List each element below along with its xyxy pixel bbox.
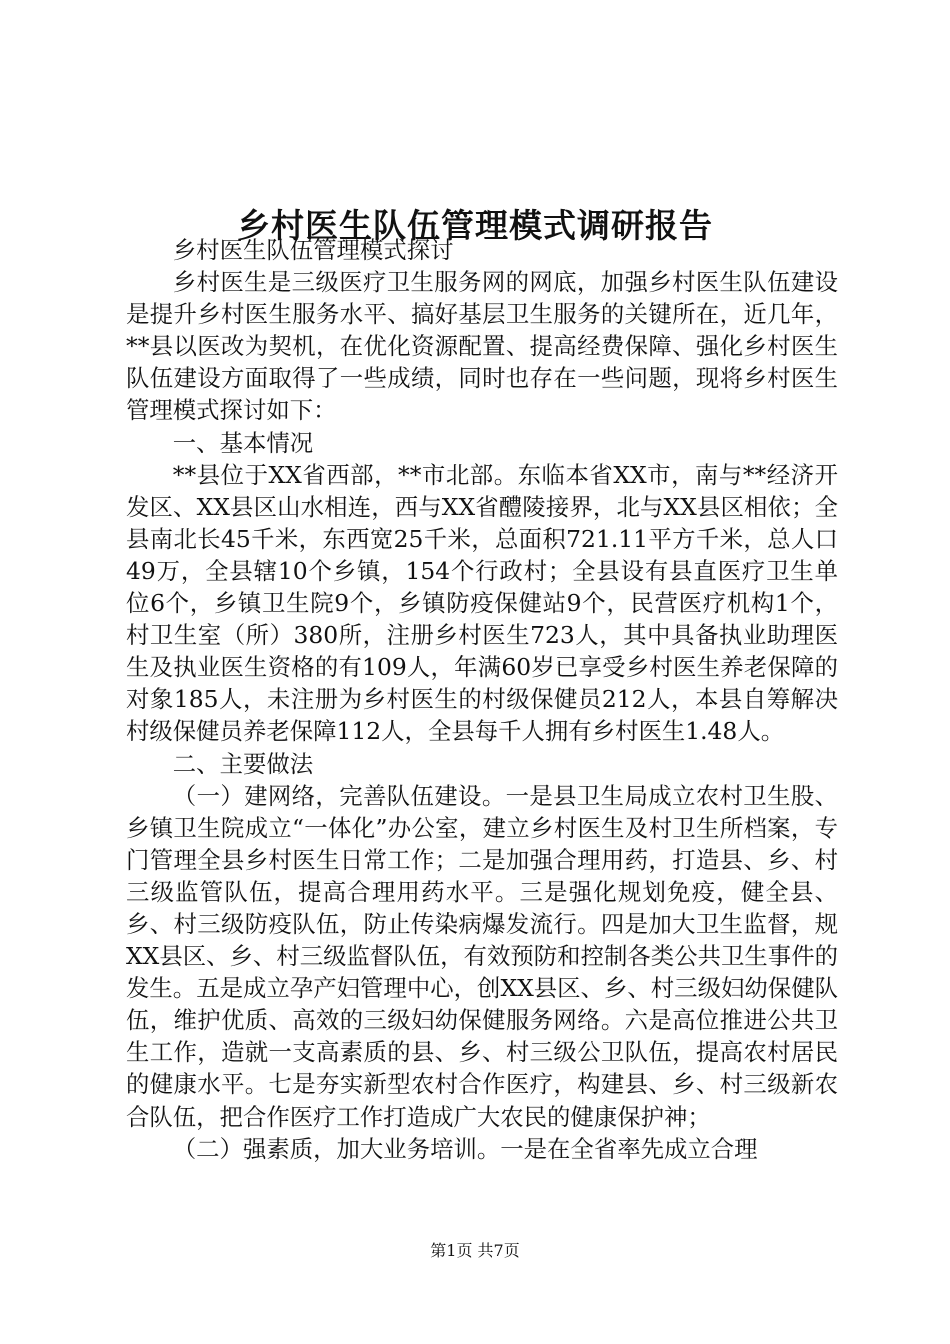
section-heading-basic-situation: 一、基本情况 — [172, 428, 314, 457]
document-title: 乡村医生队伍管理模式调研报告 — [237, 206, 713, 246]
paragraph-basic-situation: **县位于XX省西部，**市北部。东临本省XX市，南与**经济开发区、XX县区山水相连，西与XX省醴陵接界，北与XX县区相依；全县南北长45千米，东西宽25千米，总面积721.11平方千米，总人口49万，全县辖10个乡镇，154个行政村；全县设有县直医疗卫生单位6个，乡镇卫生院9个，乡镇防疫保健站9个，民营医疗机构1个，村卫生室（所）380所，注册乡村医生723人，其中具备执业助理医生及执业医生资格的有109人，年满60岁已享受乡村医生养老保障的对象185人，未注册为乡村医生的村级保健员212人，本县自筹解决村级保健员养老保障112人，全县每千人拥有乡村医生1.48人。 — [126, 460, 838, 746]
paragraph-subtitle: 乡村医生队伍管理模式探讨 — [172, 236, 454, 264]
section-heading-main-practices: 二、主要做法 — [172, 749, 314, 778]
paragraph-intro: 乡村医生是三级医疗卫生服务网的网底，加强乡村医生队伍建设是提升乡村医生服务水平、搞好基层卫生服务的关键所在，近几年，**县以医改为契机，在优化资源配置、提高经费保障、强化乡村医生队伍建设方面取得了一些成绩，同时也存在一些问题，现将乡村医生管理模式探讨如下： — [126, 268, 838, 425]
document-body — [126, 234, 838, 1165]
paragraph-training: （二）强素质，加大业务培训。一是在全省率先成立合理 — [172, 1134, 758, 1163]
paragraph-network-building: （一）建网络，完善队伍建设。一是县卫生局成立农村卫生股、乡镇卫生院成立“一体化”办公室，建立乡村医生及村卫生所档案，专门管理全县乡村医生日常工作；二是加强合理用药，打造县、乡、村三级监管队伍，提高合理用药水平。三是强化规划免疫，健全县、乡、村三级防疫队伍，防止传染病爆发流行。四是加大卫生监督，规XX县区、乡、村三级监督队伍，有效预防和控制各类公共卫生事件的发生。五是成立孕产妇管理中心，创XX县区、乡、村三级妇幼保健队伍，维护优质、高效的三级妇幼保健服务网络。六是高位推进公共卫生工作，造就一支高素质的县、乡、村三级公卫队伍，提高农村居民的健康水平。七是夯实新型农村合作医疗，构建县、乡、村三级新农合队伍，把合作医疗工作打造成广大农民的健康保护神； — [126, 781, 838, 1131]
page-number-footer: 第1页 共7页 — [430, 1241, 520, 1260]
